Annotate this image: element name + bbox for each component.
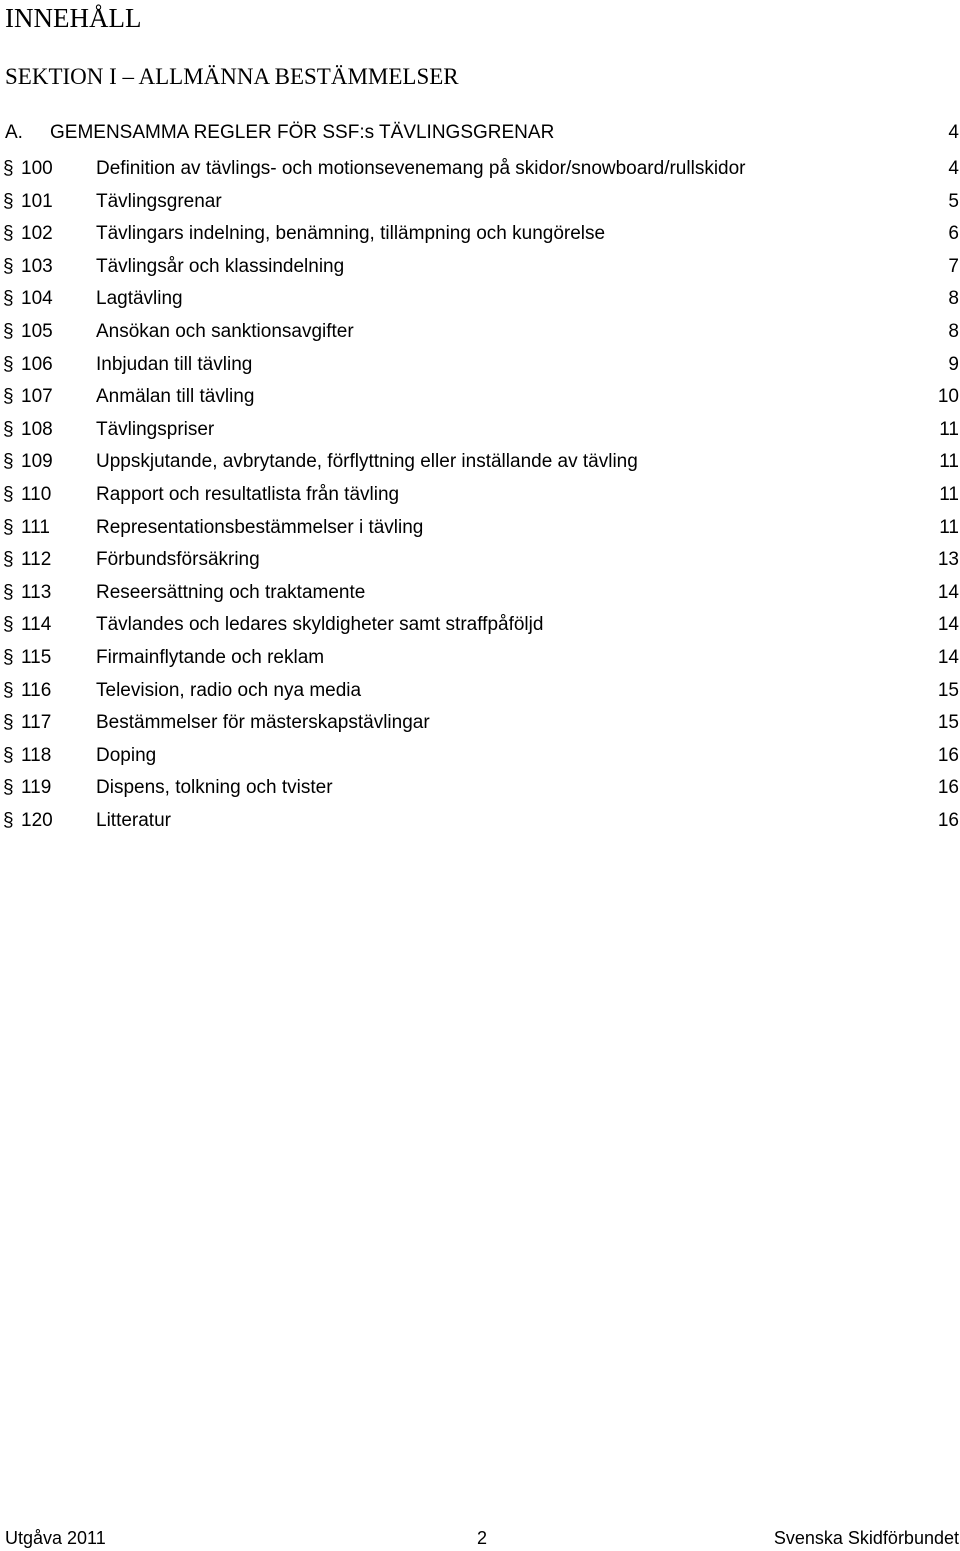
toc-entry-page: 14 (937, 646, 959, 668)
toc-entry (0, 186, 960, 219)
toc-entry-page: 16 (937, 777, 959, 799)
chapter-title: GEMENSAMMA REGLER FÖR SSF:s TÄVLINGSGRENAR (50, 122, 555, 143)
toc-entry-title: Firmainflytande och reklam (96, 646, 325, 668)
toc-entry (0, 414, 960, 447)
toc-entry-page: 14 (937, 581, 959, 603)
toc-entry-page: 11 (939, 451, 959, 473)
toc-entry-title: Reseersättning och traktamente (96, 581, 366, 603)
section-sign: § (3, 255, 14, 277)
toc-entry (0, 251, 960, 284)
toc-entry-page: 16 (937, 809, 959, 831)
footer-organization: Svenska Skidförbundet (773, 1528, 959, 1548)
toc-entry-page: 11 (939, 516, 959, 538)
section-sign: § (3, 549, 14, 571)
section-sign: § (3, 744, 14, 766)
toc-entry-page: 14 (937, 614, 959, 636)
toc-entry-number: 114 (21, 614, 52, 636)
toc-entry (0, 707, 960, 740)
toc-entry-number: 116 (21, 679, 52, 701)
toc-entry (0, 544, 960, 577)
toc-entry-page: 13 (937, 549, 959, 571)
toc-entry-page: 9 (948, 353, 959, 375)
section-sign: § (3, 190, 14, 212)
toc-entry (0, 675, 960, 708)
toc-entry-number: 117 (21, 712, 52, 734)
toc-entry-number: 103 (21, 255, 53, 277)
toc-entry (0, 512, 960, 545)
toc-entry-title: Tävlandes och ledares skyldigheter samt straffpåföljd (96, 614, 544, 636)
toc-entry-title: Lagtävling (96, 288, 183, 310)
section-sign: § (3, 777, 14, 799)
section-sign: § (3, 679, 14, 701)
toc-entry-page: 11 (939, 418, 959, 440)
page-footer (0, 1525, 960, 1551)
toc-entry-page: 11 (939, 483, 959, 505)
toc-entry-title: Tävlingsgrenar (96, 190, 222, 212)
section-sign: § (3, 353, 14, 375)
toc-entry-page: 16 (937, 744, 959, 766)
toc-entry-number: 109 (21, 451, 53, 473)
toc-entry-page: 15 (937, 712, 959, 734)
toc-entry-number: 100 (21, 158, 53, 179)
table-of-contents (0, 153, 960, 837)
toc-entry-title: Doping (96, 744, 157, 766)
chapter-page-number: 4 (948, 122, 959, 143)
section-sign: § (3, 223, 14, 245)
toc-entry (0, 349, 960, 382)
toc-entry (0, 283, 960, 316)
toc-entry-title: Ansökan och sanktionsavgifter (96, 320, 354, 342)
toc-entry-number: 115 (21, 646, 52, 668)
toc-entry (0, 446, 960, 479)
footer-edition: Utgåva 2011 (5, 1528, 106, 1548)
page-title: INNEHÅLL (5, 3, 142, 33)
toc-entry-page: 8 (948, 288, 959, 310)
toc-entry (0, 153, 960, 186)
toc-entry-title: Litteratur (96, 809, 171, 831)
toc-entry-number: 104 (21, 288, 53, 310)
toc-entry-title: Dispens, tolkning och tvister (96, 777, 333, 799)
section-sign: § (3, 614, 14, 636)
toc-entry (0, 609, 960, 642)
toc-entry-title: Förbundsförsäkring (96, 549, 260, 571)
toc-entry-page: 15 (937, 679, 959, 701)
toc-entry (0, 218, 960, 251)
toc-entry-title: Uppskjutande, avbrytande, förflyttning eller inställande av tävling (96, 451, 638, 473)
toc-entry-number: 113 (21, 581, 52, 603)
toc-entry (0, 479, 960, 512)
section-sign: § (3, 418, 14, 440)
section-sign: § (3, 516, 14, 538)
toc-entry-title: Tävlingars indelning, benämning, tillämpning och kungörelse (96, 223, 606, 245)
toc-entry-title: Definition av tävlings- och motionsevenemang på skidor/snowboard/rullskidor (96, 158, 746, 179)
toc-entry-number: 119 (21, 777, 52, 799)
toc-entry-title: Representationsbestämmelser i tävling (96, 516, 424, 538)
toc-entry (0, 805, 960, 838)
footer-page-number: 2 (477, 1528, 488, 1548)
toc-entry (0, 772, 960, 805)
toc-entry-title: Tävlingsår och klassindelning (96, 255, 345, 277)
section-sign: § (3, 386, 14, 408)
toc-entry-number: 101 (21, 190, 53, 212)
section-sign: § (3, 320, 14, 342)
section-sign: § (3, 646, 14, 668)
toc-entry-page: 4 (948, 158, 959, 179)
toc-entry (0, 577, 960, 610)
toc-entry-title: Bestämmelser för mästerskapstävlingar (96, 712, 430, 734)
toc-entry-title: Anmälan till tävling (96, 386, 255, 408)
toc-entry-title: Inbjudan till tävling (96, 353, 253, 375)
section-sign: § (3, 451, 14, 473)
toc-entry-number: 120 (21, 809, 53, 831)
toc-entry-number: 112 (21, 549, 52, 571)
toc-entry-page: 8 (948, 320, 959, 342)
section-sign: § (3, 712, 14, 734)
toc-entry-page: 7 (948, 255, 959, 277)
toc-entry (0, 381, 960, 414)
toc-entry-number: 118 (21, 744, 52, 766)
section-sign: § (3, 581, 14, 603)
toc-entry-number: 107 (21, 386, 53, 408)
toc-entry-title: Rapport och resultatlista från tävling (96, 483, 400, 505)
toc-entry (0, 316, 960, 349)
section-title: SEKTION I – ALLMÄNNA BESTÄMMELSER (5, 64, 459, 89)
toc-entry-page: 5 (948, 190, 959, 212)
toc-entry-number: 106 (21, 353, 53, 375)
toc-entry-title: Tävlingspriser (96, 418, 215, 440)
section-sign: § (3, 483, 14, 505)
section-sign: § (3, 288, 14, 310)
toc-entry-number: 102 (21, 223, 53, 245)
section-sign: § (3, 158, 14, 179)
toc-entry-title: Television, radio och nya media (96, 679, 362, 701)
chapter-heading (5, 118, 960, 148)
toc-entry-page: 10 (937, 386, 959, 408)
toc-entry-page: 6 (948, 223, 959, 245)
toc-entry-number: 108 (21, 418, 53, 440)
toc-entry-number: 111 (21, 516, 50, 538)
toc-entry-number: 105 (21, 320, 53, 342)
section-sign: § (3, 809, 14, 831)
toc-entry (0, 740, 960, 773)
toc-entry (0, 642, 960, 675)
toc-entry-number: 110 (21, 483, 52, 505)
chapter-letter: A. (5, 122, 23, 143)
